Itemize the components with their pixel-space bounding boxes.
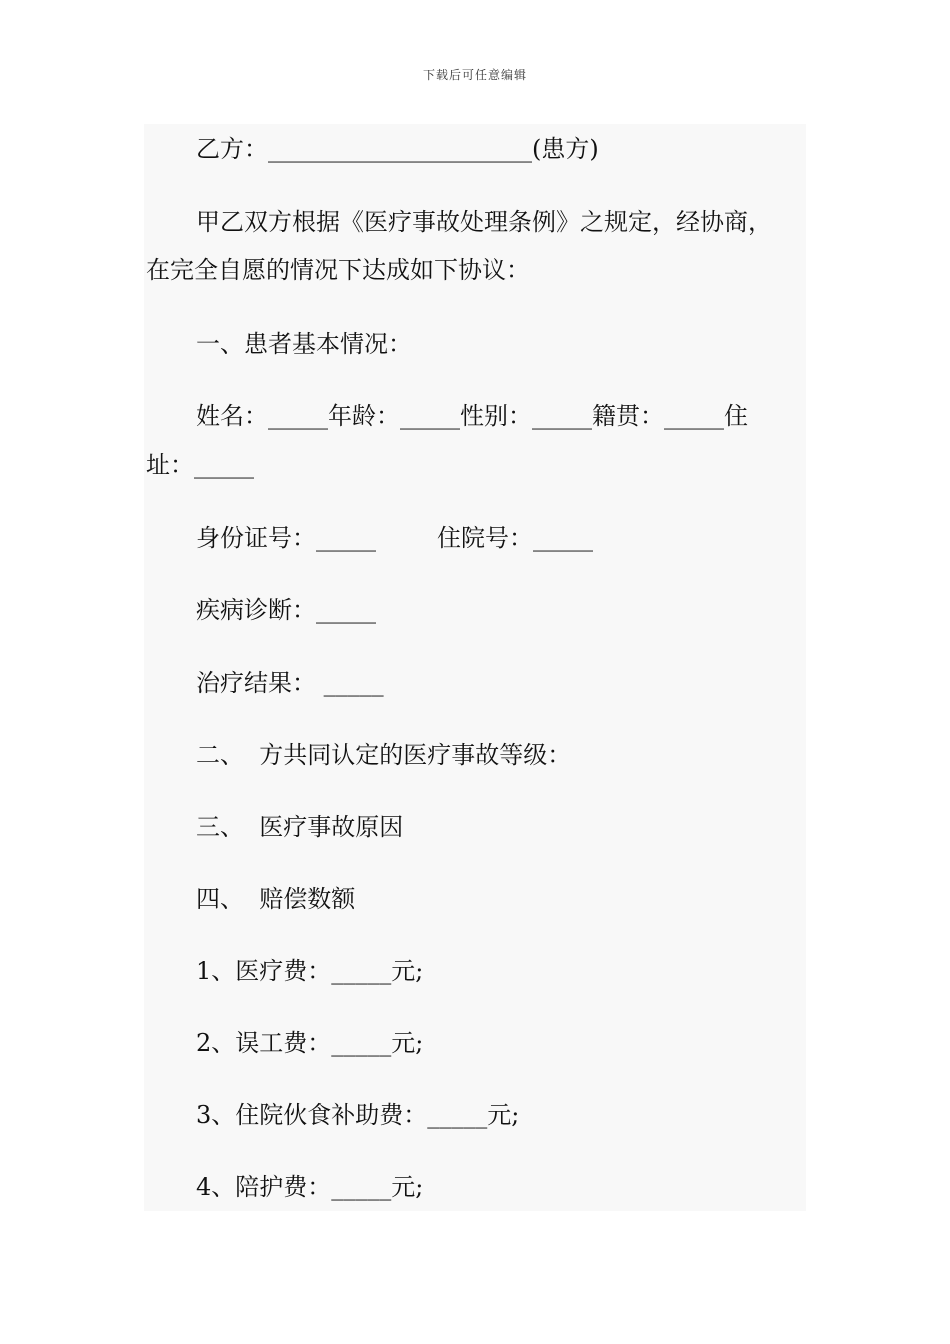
basic-info-line1: 姓名：_____年龄：_____性别：_____籍贯：_____住 <box>196 402 748 430</box>
section2-title: 二、 方共同认定的医疗事故等级： <box>196 741 572 769</box>
basic-info-line2: 址：_____ <box>146 451 254 479</box>
compensation-item-lost-wages: 2、误工费：_____元; <box>196 1029 424 1057</box>
compensation-item-nursing: 4、陪护费：_____元; <box>196 1173 424 1201</box>
compensation-item-medical: 1、医疗费：_____元; <box>196 957 424 985</box>
compensation-item-meal-subsidy: 3、住院伙食补助费：_____元; <box>196 1101 520 1129</box>
page-header-note: 下载后可任意编辑 <box>422 68 527 82</box>
section4-title: 四、 赔偿数额 <box>196 885 356 913</box>
diagnosis-line: 疾病诊断：_____ <box>196 596 376 624</box>
treatment-result-line: 治疗结果： _____ <box>196 669 384 697</box>
id-and-admission-line: 身份证号：_____ 住院号：_____ <box>196 524 594 552</box>
section1-title: 一、患者基本情况： <box>196 330 412 358</box>
intro-paragraph-line1: 甲乙双方根据《医疗事故处理条例》之规定，经协商， <box>196 208 772 236</box>
party-b-line: 乙方：______________________(患方) <box>196 135 599 163</box>
document-body <box>144 124 806 1211</box>
section3-title: 三、 医疗事故原因 <box>196 813 404 841</box>
intro-paragraph-line2: 在完全自愿的情况下达成如下协议： <box>146 256 530 284</box>
